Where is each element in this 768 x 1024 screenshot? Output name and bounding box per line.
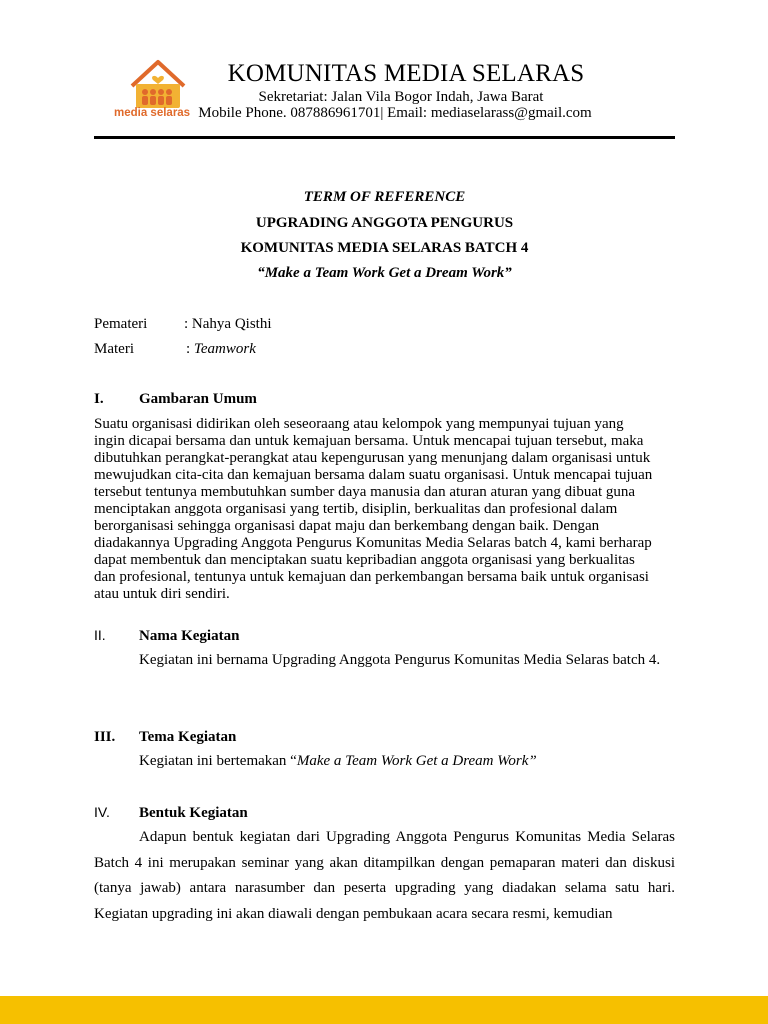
section-4-title: Bentuk Kegiatan xyxy=(139,805,248,821)
section-3-body-prefix: Kegiatan ini bertemakan “ xyxy=(139,753,297,769)
pemateri-label: Pemateri xyxy=(94,316,148,332)
pemateri-value: : Nahya Qisthi xyxy=(184,316,272,332)
materi-value: Teamwork xyxy=(193,341,256,357)
section-2-heading xyxy=(94,627,239,645)
section-3-body-theme: Make a Team Work Get a Dream Work” xyxy=(296,753,537,769)
section-3-heading xyxy=(94,729,236,746)
section-4-heading xyxy=(94,804,248,822)
section-4-number: IV. xyxy=(94,804,110,820)
header-divider xyxy=(94,136,675,139)
materi-colon: : xyxy=(186,341,194,357)
materi-label: Materi xyxy=(94,341,134,357)
section-1-line: dan profesional, tentunya untuk kemajuan dan perkembangan bersama baik untuk organisasi xyxy=(94,569,649,585)
event-title-line1: UPGRADING ANGGOTA PENGURUS xyxy=(255,215,514,231)
section-1-line: mewujudkan cita-cita dan kemajuan bersama dalam suatu organisasi. Untuk mencapai tujuan xyxy=(94,467,653,483)
section-1-line: tersebut tentunya membutuhkan sumber daya manusia dan aturan aturan yang dibuat guna xyxy=(94,484,636,500)
section-2-title: Nama Kegiatan xyxy=(139,628,240,644)
section-1-line: menciptakan anggota organisasi yang tertib, disiplin, berkualitas dan profesional dalam xyxy=(94,501,618,517)
section-1-line: ingin dicapai bersama dan untuk kemajuan bersama. Untuk mencapai tujuan tersebut, maka xyxy=(94,433,644,449)
section-3-body xyxy=(94,749,675,775)
section-4-body: Adapun bentuk kegiatan dari Upgrading Anggota Pengurus Komunitas Media Selaras Batch 4 ini merupakan seminar yang akan ditampilkan dengan pemaparan materi dan diskusi (tanya jawab) antara narasumber dan peserta upgrading yang diadakan selama satu hari. Kegiatan upgrading ini akan diawali dengan pembukaan acara secara resmi, kemudian xyxy=(94,829,675,922)
section-1-line: dapat membentuk dan menciptakan suatu kepribadian anggota organisasi yang berkualitas xyxy=(94,552,635,568)
logo-text: media selaras xyxy=(114,107,191,119)
section-1-body xyxy=(94,416,675,603)
section-2-body: Kegiatan ini bernama Upgrading Anggota Pengurus Komunitas Media Selaras batch 4. xyxy=(139,652,661,668)
org-name: KOMUNITAS MEDIA SELARAS xyxy=(227,60,585,87)
section-1-line: berorganisasi sehingga organisasi dapat maju dan berkembang dengan baik. Dengan xyxy=(94,518,600,534)
section-1-line: diadakannya Upgrading Anggota Pengurus Komunitas Media Selaras batch 4, kami berharap xyxy=(94,535,652,551)
section-3-number: III. xyxy=(94,729,116,745)
section-1-title: Gambaran Umum xyxy=(139,391,257,407)
pemateri-row xyxy=(94,316,272,333)
section-1-line: atau untuk diri sendiri. xyxy=(94,586,230,602)
contact-info: Mobile Phone. 087886961701| Email: mediaselarass@gmail.com xyxy=(198,105,592,121)
event-title-line2: KOMUNITAS MEDIA SELARAS BATCH 4 xyxy=(240,240,529,256)
materi-row xyxy=(94,341,256,358)
section-1-line: dibutuhkan perangkat-perangkat atau kepengurusan yang menunjang dalam organisasi untuk xyxy=(94,450,651,466)
section-1-heading xyxy=(94,391,257,408)
section-1-number: I. xyxy=(94,391,104,407)
section-3-title: Tema Kegiatan xyxy=(139,729,237,745)
secretariat-address: Sekretariat: Jalan Vila Bogor Indah, Jawa Barat xyxy=(258,89,544,105)
section-1-line: Suatu organisasi didirikan oleh seseoraang atau kelompok yang mempunyai tujuan yang xyxy=(94,416,624,432)
footer-bar xyxy=(0,996,768,1024)
tor-title: TERM OF REFERENCE xyxy=(303,189,466,205)
event-tagline: “Make a Team Work Get a Dream Work” xyxy=(257,265,512,281)
section-2-number: II. xyxy=(94,627,106,643)
